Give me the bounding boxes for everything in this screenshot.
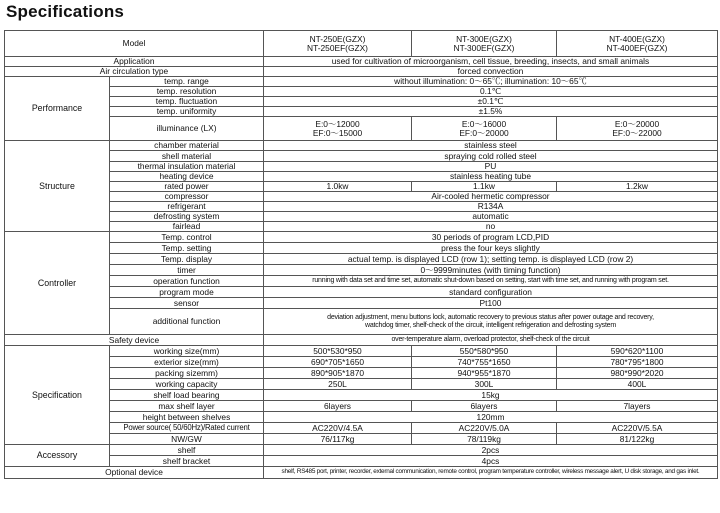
shelf-bracket-value: 4pcs xyxy=(264,456,718,467)
working-capacity-label: working capacity xyxy=(110,379,264,390)
exterior-size-3: 780*795*1800 xyxy=(557,357,718,368)
fairlead-row xyxy=(5,222,718,232)
illuminance-2 xyxy=(412,117,557,141)
shelf-load-row xyxy=(5,390,718,401)
model-label: Model xyxy=(5,31,264,57)
model-2-e: NT-300E(GZX) xyxy=(456,33,512,44)
max-shelf-1: 6layers xyxy=(264,401,412,412)
operation-row xyxy=(5,276,718,287)
power-source-1: AC220V/4.5A xyxy=(264,423,412,434)
nw-gw-3: 81/122kg xyxy=(557,434,718,445)
additional-function-label: additional function xyxy=(110,309,264,335)
model-2 xyxy=(412,31,557,57)
shelf-bracket-row xyxy=(5,456,718,467)
compressor-value: Air-cooled hermetic compressor xyxy=(264,192,718,202)
illuminance-2-ef: EF:0～20000 xyxy=(459,127,509,138)
shell-material-value: spraying cold rolled steel xyxy=(264,151,718,162)
nw-gw-label: NW/GW xyxy=(110,434,264,445)
rated-power-3: 1.2kw xyxy=(557,182,718,192)
defrosting-value: automatic xyxy=(264,212,718,222)
working-capacity-1: 250L xyxy=(264,379,412,390)
temp-resolution-value: 0.1℃ xyxy=(264,87,718,97)
model-1 xyxy=(264,31,412,57)
compressor-row xyxy=(5,192,718,202)
height-between-label: height between shelves xyxy=(110,412,264,423)
rated-power-label: rated power xyxy=(110,182,264,192)
timer-label: timer xyxy=(110,265,264,276)
illuminance-label: illuminance (LX) xyxy=(110,117,264,141)
max-shelf-2: 6layers xyxy=(412,401,557,412)
sensor-label: sensor xyxy=(110,298,264,309)
additional-function-line-2: watchdog timer, shelf-check of the circuit, intelligent refrigeration and defrosting system xyxy=(364,321,617,329)
model-3-ef: NT-400EF(GZX) xyxy=(606,42,668,53)
additional-function-value xyxy=(264,309,718,335)
program-mode-row xyxy=(5,287,718,298)
max-shelf-3: 7layers xyxy=(557,401,718,412)
temp-resolution-label: temp. resolution xyxy=(110,87,264,97)
heating-device-value: stainless heating tube xyxy=(264,172,718,182)
specification-category: Specification xyxy=(5,346,110,445)
temp-setting-value: press the four keys slightly xyxy=(264,243,718,254)
thermal-insulation-row xyxy=(5,162,718,172)
temp-range-row xyxy=(5,77,718,87)
defrosting-label: defrosting system xyxy=(110,212,264,222)
thermal-insulation-value: PU xyxy=(264,162,718,172)
nw-gw-2: 78/119kg xyxy=(412,434,557,445)
power-source-3: AC220V/5.5A xyxy=(557,423,718,434)
model-3-e: NT-400E(GZX) xyxy=(609,33,665,44)
temp-control-row xyxy=(5,232,718,243)
operation-value: running with data set and time set, automatic shut-down based on setting, start with time set, and running with program set. xyxy=(264,276,718,287)
chamber-material-label: chamber material xyxy=(110,141,264,151)
illuminance-row xyxy=(5,117,718,141)
safety-row xyxy=(5,335,718,346)
controller-category: Controller xyxy=(5,232,110,335)
illuminance-1 xyxy=(264,117,412,141)
model-1-e: NT-250E(GZX) xyxy=(309,33,366,44)
shelf-bracket-label: shelf bracket xyxy=(110,456,264,467)
temp-control-label: Temp. control xyxy=(110,232,264,243)
shell-material-row xyxy=(5,151,718,162)
shelf-value: 2pcs xyxy=(264,445,718,456)
temp-fluctuation-label: temp. fluctuation xyxy=(110,97,264,107)
temp-display-value: actual temp. is displayed LCD (row 1); setting temp. is displayed LCD (row 2) xyxy=(264,254,718,265)
safety-value: over-temperature alarm, overload protector, shelf-check of the circuit xyxy=(264,335,718,346)
height-between-row xyxy=(5,412,718,423)
working-size-2: 550*580*950 xyxy=(412,346,557,357)
height-between-value: 120mm xyxy=(264,412,718,423)
safety-label: Safety device xyxy=(5,335,264,346)
shelf-load-label: shelf load bearing xyxy=(110,390,264,401)
working-capacity-row xyxy=(5,379,718,390)
program-mode-label: program mode xyxy=(110,287,264,298)
working-size-1: 500*530*950 xyxy=(264,346,412,357)
working-capacity-3: 400L xyxy=(557,379,718,390)
illuminance-3-ef: EF:0～22000 xyxy=(612,127,662,138)
timer-value: 0～9999minutes (with timing function) xyxy=(264,265,718,276)
performance-category: Performance xyxy=(5,77,110,141)
page-title: Specifications xyxy=(6,2,125,21)
temp-setting-label: Temp. setting xyxy=(110,243,264,254)
chamber-material-value: stainless steel xyxy=(264,141,718,151)
accessory-category: Accessory xyxy=(5,445,110,467)
model-3 xyxy=(557,31,718,57)
max-shelf-label: max shelf layer xyxy=(110,401,264,412)
optional-label: Optional device xyxy=(5,467,264,479)
temp-fluctuation-value: ±0.1℃ xyxy=(264,97,718,107)
temp-control-value: 30 periods of program LCD,PID xyxy=(264,232,718,243)
exterior-size-1: 690*705*1650 xyxy=(264,357,412,368)
temp-display-row xyxy=(5,254,718,265)
working-size-label: working size(mm) xyxy=(110,346,264,357)
refrigerant-row xyxy=(5,202,718,212)
illuminance-3 xyxy=(557,117,718,141)
temp-uniformity-row xyxy=(5,107,718,117)
illuminance-3-e: E:0～20000 xyxy=(614,118,660,129)
packing-size-1: 890*905*1870 xyxy=(264,368,412,379)
refrigerant-label: refrigerant xyxy=(110,202,264,212)
refrigerant-value: R134A xyxy=(264,202,718,212)
sensor-value: Pt100 xyxy=(264,298,718,309)
fairlead-value: no xyxy=(264,222,718,232)
shelf-row xyxy=(5,445,718,456)
additional-function-row xyxy=(5,309,718,335)
working-size-row xyxy=(5,346,718,357)
compressor-label: compressor xyxy=(110,192,264,202)
temp-fluctuation-row xyxy=(5,97,718,107)
illuminance-1-e: E:0～12000 xyxy=(315,118,360,129)
nw-gw-row xyxy=(5,434,718,445)
temp-range-value: without illumination: 0～65℃; illumination: 10～65℃ xyxy=(264,77,718,87)
additional-function-line-1: deviation adjustment, menu buttons lock, automatic recovery to previous status after power outage and recovery, xyxy=(327,314,654,322)
temp-uniformity-label: temp. uniformity xyxy=(110,107,264,117)
illuminance-1-ef: EF:0～15000 xyxy=(312,127,363,138)
exterior-size-label: exterior size(mm) xyxy=(110,357,264,368)
packing-size-3: 980*990*2020 xyxy=(557,368,718,379)
program-mode-value: standard configuration xyxy=(264,287,718,298)
heating-device-row xyxy=(5,172,718,182)
power-source-row xyxy=(5,423,718,434)
nw-gw-1: 76/117kg xyxy=(264,434,412,445)
shell-material-label: shell material xyxy=(110,151,264,162)
shelf-load-value: 15kg xyxy=(264,390,718,401)
model-2-ef: NT-300EF(GZX) xyxy=(453,42,515,53)
working-capacity-2: 300L xyxy=(412,379,557,390)
rated-power-2: 1.1kw xyxy=(412,182,557,192)
application-value: used for cultivation of microorganism, cell tissue, breeding, insects, and small animals xyxy=(264,57,718,67)
temp-uniformity-value: ±1.5% xyxy=(264,107,718,117)
fairlead-label: fairlead xyxy=(110,222,264,232)
air-circulation-value: forced convection xyxy=(264,67,718,77)
exterior-size-row xyxy=(5,357,718,368)
exterior-size-2: 740*755*1650 xyxy=(412,357,557,368)
temp-range-label: temp. range xyxy=(110,77,264,87)
rated-power-row xyxy=(5,182,718,192)
power-source-label: Power source( 50/60Hz)/Rated current xyxy=(110,423,264,434)
rated-power-1: 1.0kw xyxy=(264,182,412,192)
defrosting-row xyxy=(5,212,718,222)
heating-device-label: heating device xyxy=(110,172,264,182)
max-shelf-row xyxy=(5,401,718,412)
thermal-insulation-label: thermal insulation material xyxy=(110,162,264,172)
temp-display-label: Temp. display xyxy=(110,254,264,265)
air-circulation-row xyxy=(5,67,718,77)
temp-setting-row xyxy=(5,243,718,254)
model-row xyxy=(5,31,718,57)
application-row xyxy=(5,57,718,67)
timer-row xyxy=(5,265,718,276)
application-label: Application xyxy=(5,57,264,67)
temp-resolution-row xyxy=(5,87,718,97)
sensor-row xyxy=(5,298,718,309)
packing-size-2: 940*955*1870 xyxy=(412,368,557,379)
illuminance-2-e: E:0～16000 xyxy=(461,118,507,129)
structure-category: Structure xyxy=(5,141,110,232)
model-1-ef: NT-250EF(GZX) xyxy=(307,42,368,53)
chamber-material-row xyxy=(5,141,718,151)
working-size-3: 590*620*1100 xyxy=(557,346,718,357)
packing-size-row xyxy=(5,368,718,379)
optional-row xyxy=(5,467,718,479)
optional-value: shelf, RS485 port, printer, recorder, external communication, remote control, program temperature controller, wireless message alert, U disk storage, and gas inlet. xyxy=(264,467,718,479)
specifications-table xyxy=(4,30,718,479)
packing-size-label: packing sizemm) xyxy=(110,368,264,379)
power-source-2: AC220V/5.0A xyxy=(412,423,557,434)
operation-label: operation function xyxy=(110,276,264,287)
air-circulation-label: Air circulation type xyxy=(5,67,264,77)
shelf-label: shelf xyxy=(110,445,264,456)
